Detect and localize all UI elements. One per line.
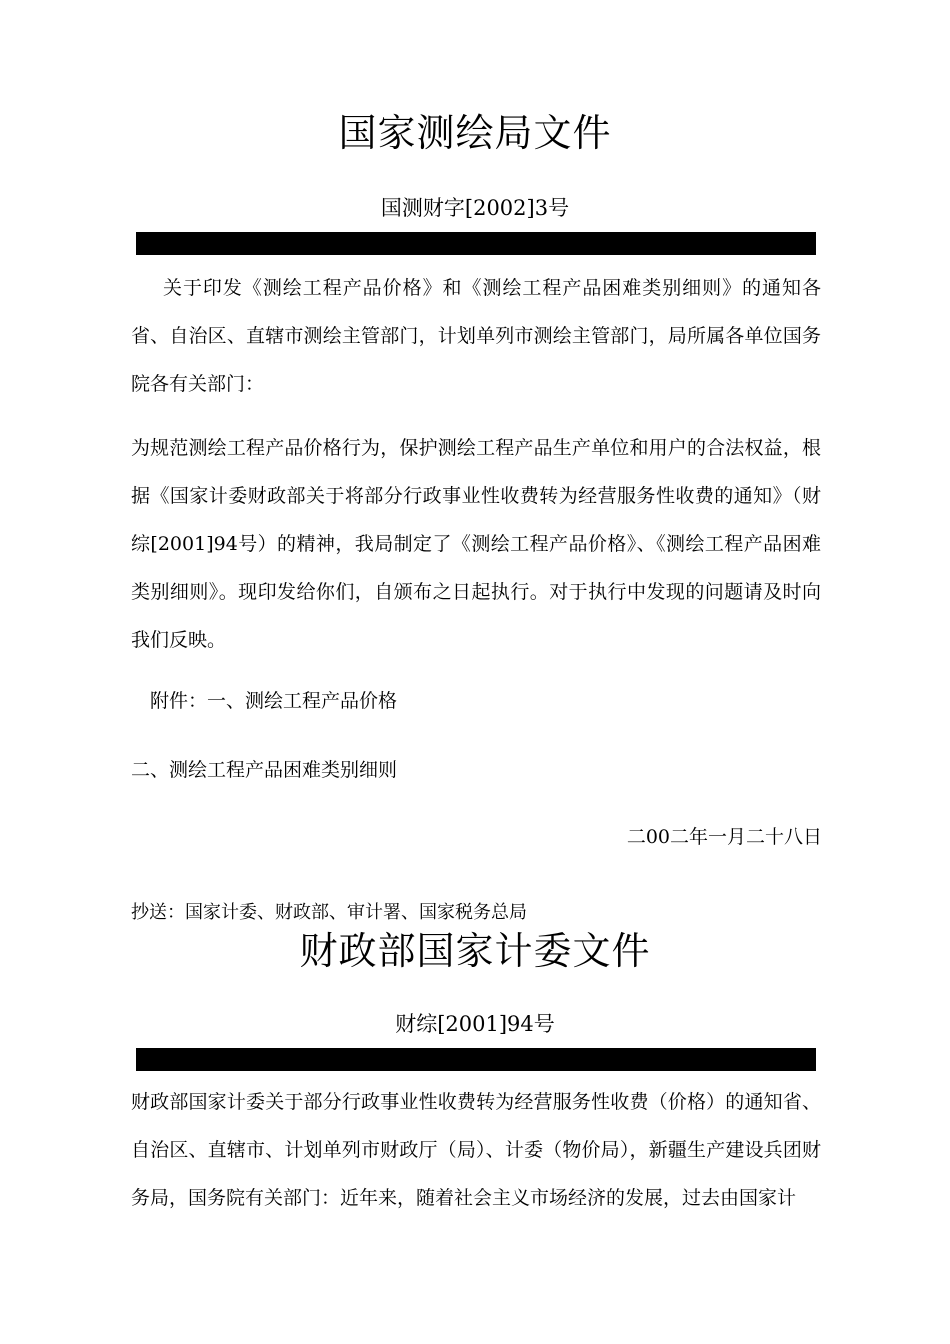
doc1-attachment-2: 二、测绘工程产品困难类别细则 xyxy=(131,759,398,781)
doc1-divider-bar xyxy=(136,232,816,255)
doc1-title: 国家测绘局文件 xyxy=(338,111,612,155)
doc1-date: 二00二年一月二十八日 xyxy=(626,826,822,848)
doc1-number: 国测财字[2002]3号 xyxy=(380,196,570,220)
doc2-number: 财综[2001]94号 xyxy=(395,1012,555,1036)
doc2-body-paragraph: 财政部国家计委关于部分行政事业性收费转为经营服务性收费（价格）的通知省、自治区、直辖市、计划单列市财政厅（局）、计委（物价局），新疆生产建设兵团财务局，国务院有关部门：近年来，随着社会主义市场经济的发展，过去由国家计 xyxy=(131,1091,821,1209)
doc1-attachment-1: 附件：一、测绘工程产品价格 xyxy=(150,690,398,712)
doc1-body-paragraph: 为规范测绘工程产品价格行为，保护测绘工程产品生产单位和用户的合法权益，根据《国家计委财政部关于将部分行政事业性收费转为经营服务性收费的通知》（财综[2001]94号）的精神，我局制定了《测绘工程产品价格》、《测绘工程产品困难类别细则》。现印发给你们，自颁布之日起执行。对于执行中发现的问题请及时向我们反映。 xyxy=(131,437,821,651)
doc1-intro-paragraph: 关于印发《测绘工程产品价格》和《测绘工程产品困难类别细则》的通知各省、自治区、直辖市测绘主管部门，计划单列市测绘主管部门，局所属各单位国务院各有关部门： xyxy=(131,277,821,395)
doc1-cc-line: 抄送：国家计委、财政部、审计署、国家税务总局 xyxy=(131,902,527,923)
doc2-title: 财政部国家计委文件 xyxy=(299,929,651,973)
doc2-divider-bar xyxy=(136,1048,816,1071)
